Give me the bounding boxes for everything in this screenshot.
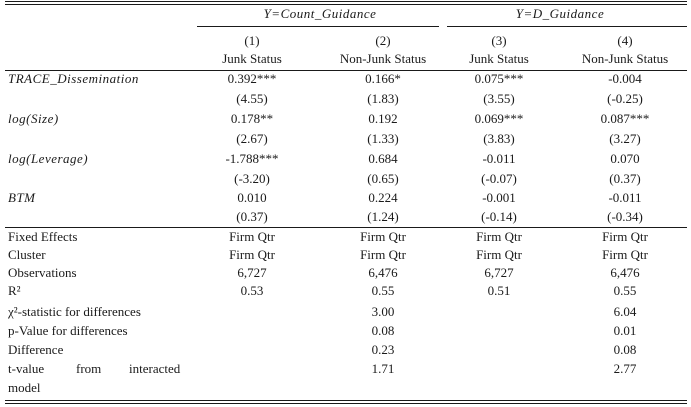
table-row (0, 246, 691, 264)
coef-cell: -0.004 (608, 71, 642, 86)
table-row (0, 110, 691, 128)
footer-cell: 0.53 (240, 283, 264, 298)
coef-cell: 0.010 (237, 190, 267, 205)
row-label: χ²-statistic for differences (8, 304, 141, 319)
coef-cell: -1.788*** (225, 151, 279, 166)
footer-cell: Firm Qtr (360, 247, 406, 262)
group-header-d-guidance: Y=D_Guidance (515, 6, 605, 21)
top-rule-2 (5, 4, 687, 5)
coef-cell: -0.011 (482, 151, 516, 166)
coef-cell: 0.087*** (600, 111, 650, 126)
footer-cell: 6,476 (610, 265, 640, 280)
tstat-cell: (4.55) (236, 91, 268, 106)
tstat-cell: (3.83) (483, 131, 515, 146)
row-label: R² (8, 283, 21, 298)
coef-cell: 0.392*** (227, 71, 277, 86)
footer-cell: 0.08 (613, 342, 637, 357)
footer-cell: Firm Qtr (229, 229, 275, 244)
col-title-2: Non-Junk Status (339, 51, 427, 66)
tvalue-word: from (76, 361, 102, 376)
coef-cell: 0.224 (368, 190, 398, 205)
col-title-1: Junk Status (222, 51, 282, 66)
tvalue-word: t-value (8, 361, 45, 376)
row-label: Cluster (8, 247, 46, 262)
tstat-cell: (0.65) (367, 171, 399, 186)
table-row (0, 90, 691, 108)
tstat-cell: (-0.14) (481, 209, 517, 224)
footer-cell: 0.01 (613, 323, 637, 338)
row-label: TRACE_Dissemination (8, 71, 139, 86)
footer-cell: 0.55 (613, 283, 637, 298)
row-label: Difference (8, 342, 64, 357)
footer-cell: 0.08 (371, 323, 395, 338)
table-row (0, 379, 691, 397)
row-label: Observations (8, 265, 77, 280)
table-row (0, 322, 691, 340)
tstat-cell: (-0.34) (607, 209, 643, 224)
table-row (0, 208, 691, 226)
footer-cell: Firm Qtr (229, 247, 275, 262)
group-rule-2 (447, 26, 687, 27)
top-rule (5, 1, 687, 2)
column-title-row (0, 50, 691, 68)
footer-cell: 0.55 (371, 283, 395, 298)
footer-cell: 1.71 (371, 361, 395, 376)
coef-cell: 0.684 (368, 151, 398, 166)
footer-cell: 0.23 (371, 342, 395, 357)
group-header-count-guidance: Y=Count_Guidance (263, 6, 377, 21)
table-row (0, 282, 691, 300)
col-number-1: (1) (244, 33, 260, 48)
table-row (0, 170, 691, 188)
tstat-cell: (1.24) (367, 209, 399, 224)
footer-cell: Firm Qtr (476, 247, 522, 262)
col-number-3: (3) (491, 33, 507, 48)
tstat-cell: (2.67) (236, 131, 268, 146)
col-title-3: Junk Status (469, 51, 529, 66)
footer-cell: Firm Qtr (476, 229, 522, 244)
bottom-rule-2 (5, 403, 687, 404)
footer-cell: Firm Qtr (602, 229, 648, 244)
footer-cell: 6,727 (484, 265, 514, 280)
bottom-rule (5, 400, 687, 401)
table-row (0, 303, 691, 321)
footer-cell: 3.00 (371, 304, 395, 319)
coef-cell: 0.075*** (474, 71, 524, 86)
row-label-continued: model (8, 380, 41, 395)
row-label: log(Leverage) (8, 151, 89, 166)
tstat-cell: (-0.07) (481, 171, 517, 186)
table-row (0, 360, 691, 378)
footer-cell: 6.04 (613, 304, 637, 319)
tstat-cell: (0.37) (236, 209, 268, 224)
col-number-4: (4) (617, 33, 633, 48)
group-rule-1 (197, 26, 439, 27)
col-title-4: Non-Junk Status (581, 51, 669, 66)
tstat-cell: (3.55) (483, 91, 515, 106)
coef-cell: 0.192 (368, 111, 398, 126)
tvalue-word: interacted (129, 361, 181, 376)
col-number-2: (2) (375, 33, 391, 48)
table-row (0, 70, 691, 88)
coef-cell: -0.001 (482, 190, 516, 205)
footer-cell: 0.51 (487, 283, 511, 298)
table-row (0, 264, 691, 282)
coef-cell: 0.070 (610, 151, 640, 166)
footer-cell: 6,727 (237, 265, 267, 280)
tstat-cell: (1.33) (367, 131, 399, 146)
tstat-cell: (1.83) (367, 91, 399, 106)
row-label: Fixed Effects (8, 229, 78, 244)
column-number-row (0, 32, 691, 50)
tstat-cell: (3.27) (609, 131, 641, 146)
tstat-cell: (-3.20) (234, 171, 270, 186)
coef-cell: 0.069*** (474, 111, 524, 126)
coef-cell: -0.011 (608, 190, 642, 205)
tstat-cell: (0.37) (609, 171, 641, 186)
footer-cell: 6,476 (368, 265, 398, 280)
table-row (0, 189, 691, 207)
tstat-cell: (-0.25) (607, 91, 643, 106)
row-label: log(Size) (8, 111, 59, 126)
coef-cell: 0.178** (230, 111, 274, 126)
footer-cell: Firm Qtr (360, 229, 406, 244)
table-row (0, 130, 691, 148)
row-label: BTM (8, 190, 36, 205)
table-row (0, 150, 691, 168)
table-row (0, 228, 691, 246)
footer-cell: Firm Qtr (602, 247, 648, 262)
coef-cell: 0.166* (365, 71, 401, 86)
footer-cell: 2.77 (613, 361, 637, 376)
table-row (0, 341, 691, 359)
row-label: p-Value for differences (8, 323, 128, 338)
